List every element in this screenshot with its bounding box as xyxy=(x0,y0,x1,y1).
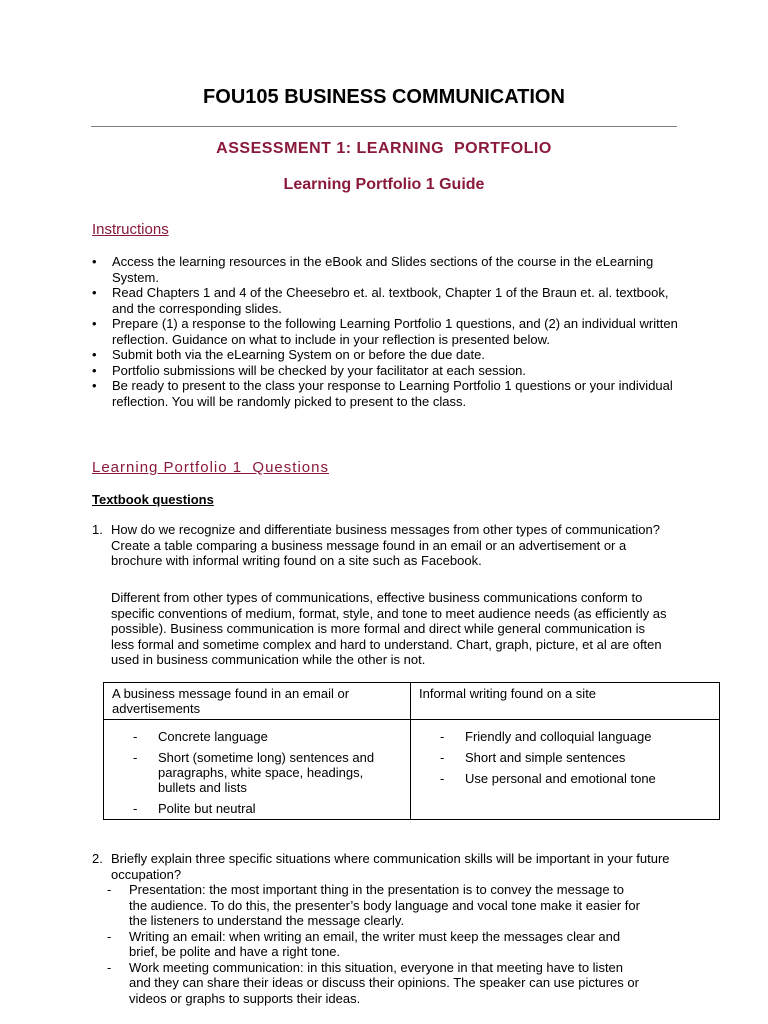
question-1-answer: Different from other types of communications, effective business communications conform to specific conventions of medium, format, style, and tone to meet audience needs (as efficiently as possible). Business communication is more formal and direct while general communication is less formal and sometime complex and hard to understand. Chart, graph, picture, et al are often used in business communication while the other is not. xyxy=(111,590,667,667)
instructions-list xyxy=(92,254,692,409)
question-text: Briefly explain three specific situations where communication skills will be important in your future occupation? xyxy=(111,851,670,882)
list-item: - Use personal and emotional tone xyxy=(419,771,711,786)
business-message-list xyxy=(112,729,402,816)
instructions-heading: Instructions xyxy=(92,221,169,238)
instruction-item: • Access the learning resources in the eBook and Slides sections of the course in the eLearning System. xyxy=(92,254,692,285)
question-number: 1. xyxy=(92,522,103,537)
question-number: 2. xyxy=(92,851,103,866)
instruction-item: • Read Chapters 1 and 4 of the Cheesebro et. al. textbook, Chapter 1 of the Braun et. al. textbook, and the corresponding slides. xyxy=(92,285,692,316)
list-item: - Short and simple sentences xyxy=(419,750,711,765)
question-1 xyxy=(92,522,672,569)
questions-heading: Learning Portfolio 1 Questions xyxy=(92,459,329,476)
document-title: FOU105 BUSINESS COMMUNICATION xyxy=(203,86,565,108)
table-cell xyxy=(411,720,720,820)
instruction-item: • Portfolio submissions will be checked by your facilitator at each session. xyxy=(92,363,692,379)
list-item: - Concrete language xyxy=(112,729,402,744)
table-header-row xyxy=(104,683,720,720)
informal-writing-list xyxy=(419,729,711,786)
list-item: - Friendly and colloquial language xyxy=(419,729,711,744)
table-row xyxy=(104,720,720,820)
guide-title: Learning Portfolio 1 Guide xyxy=(283,176,485,193)
instruction-item: • Submit both via the eLearning System on or before the due date. xyxy=(92,347,692,363)
list-item: - Work meeting communication: in this situation, everyone in that meeting have to listen and they can share their ideas or discuss their opinions. The speaker can use pictures or videos or graphs to supports their ideas. xyxy=(103,960,643,1007)
list-item: - Presentation: the most important thing in the presentation is to convey the message to the audience. To do this, the presenter’s body language and vocal tone make it easier for the listeners to understand the message clearly. xyxy=(103,882,643,929)
title-divider xyxy=(91,126,677,127)
table-cell xyxy=(104,720,411,820)
table-header-cell: Informal writing found on a site xyxy=(411,683,720,720)
question-2-answers xyxy=(103,882,643,1006)
question-text: How do we recognize and differentiate business messages from other types of communication? Create a table comparing a business message found in an email or an advertisement or a brochure with informal writing found on a site such as Facebook. xyxy=(111,522,660,568)
textbook-questions-heading: Textbook questions xyxy=(92,492,214,507)
list-item: - Polite but neutral xyxy=(112,801,402,816)
instruction-item: • Prepare (1) a response to the following Learning Portfolio 1 questions, and (2) an individual written reflection. Guidance on what to include in your reflection is presented below. xyxy=(92,316,692,347)
list-item: - Short (sometime long) sentences and paragraphs, white space, headings, bullets and lists xyxy=(112,750,402,795)
instruction-item: • Be ready to present to the class your response to Learning Portfolio 1 questions or your individual reflection. You will be randomly picked to present to the class. xyxy=(92,378,692,409)
comparison-table xyxy=(103,682,720,820)
question-2 xyxy=(92,851,672,882)
table-header-cell: A business message found in an email or advertisements xyxy=(104,683,411,720)
assessment-title: ASSESSMENT 1: LEARNING PORTFOLIO xyxy=(216,140,552,157)
list-item: - Writing an email: when writing an email, the writer must keep the messages clear and brief, be polite and have a right tone. xyxy=(103,929,643,960)
